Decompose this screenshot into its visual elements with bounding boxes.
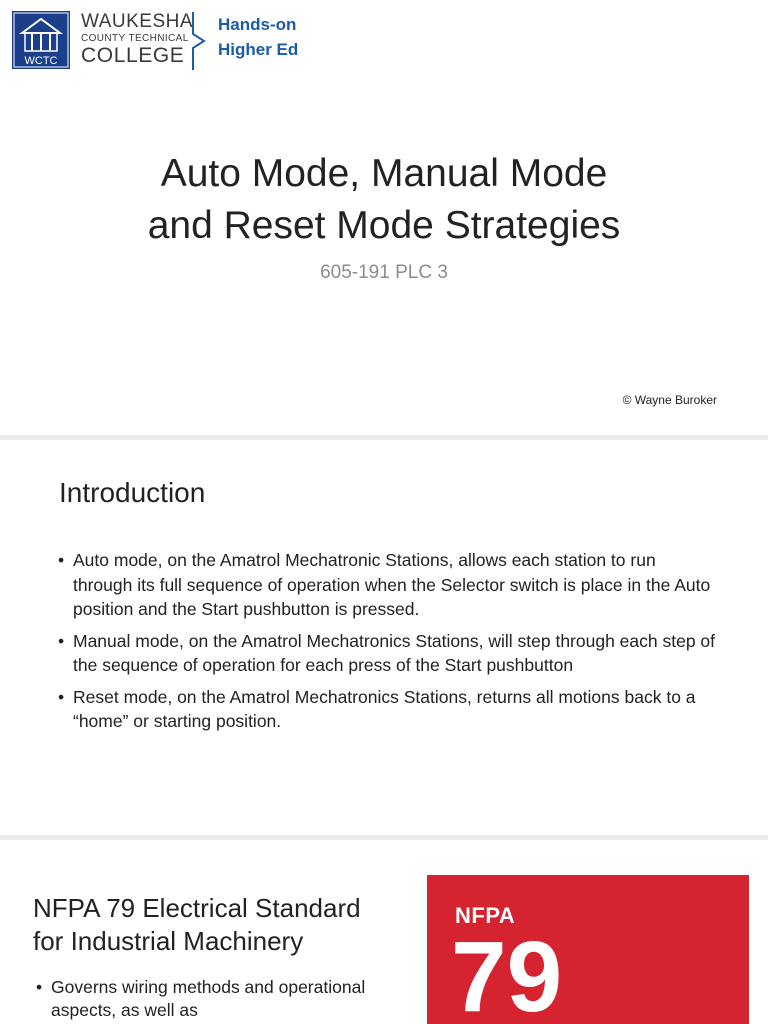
introduction-bullet-list [58,548,718,741]
slide-title-line1: Auto Mode, Manual Mode [160,152,608,195]
college-name-line1: WAUKESHA [81,11,194,32]
college-name-line2: COUNTY TECHNICAL [81,33,189,44]
bullet-auto-mode: • Auto mode, on the Amatrol Mechatronic Stations, allows each station to run through its full sequence of operation when the Selector switch is place in the Auto position and the Start pushbutton is pressed. [58,548,718,622]
wctc-logo-icon [12,11,70,69]
wctc-box-label: WCTC [24,55,58,67]
nfpa-heading-line1: NFPA 79 Electrical Standard [33,893,361,923]
slide-title-line2: and Reset Mode Strategies [147,204,621,247]
nfpa-heading-line2: for Industrial Machinery [33,926,304,956]
introduction-heading: Introduction [59,477,206,508]
nfpa79-slide [0,840,768,1024]
slide-subtitle: 605-191 PLC 3 [320,262,448,283]
tagline-line2: Higher Ed [218,40,299,59]
introduction-slide [0,440,768,835]
slide-title [60,148,708,252]
nfpa-heading [33,892,413,958]
bullet-manual-mode: • Manual mode, on the Amatrol Mechatronics Stations, will step through each step of the sequence of operation for each press of the Start pushbutton [58,629,718,678]
copyright-notice: © Wayne Buroker [622,393,717,407]
cover-org-label: NFPA [455,903,516,928]
logo-divider-icon [190,10,214,77]
college-name-line3: COLLEGE [81,44,185,67]
nfpa-bullet-list [36,976,376,1022]
bullet-reset-mode: • Reset mode, on the Amatrol Mechatronics Stations, returns all motions back to a “home” or starting position. [58,685,718,734]
nfpa79-cover-image [427,875,749,1024]
bullet-governs-wiring: • Governs wiring methods and operational aspects, as well as [36,976,376,1022]
cover-number-label: 79 [451,921,563,1024]
title-slide [0,0,768,435]
tagline-line1: Hands-on [218,15,297,34]
